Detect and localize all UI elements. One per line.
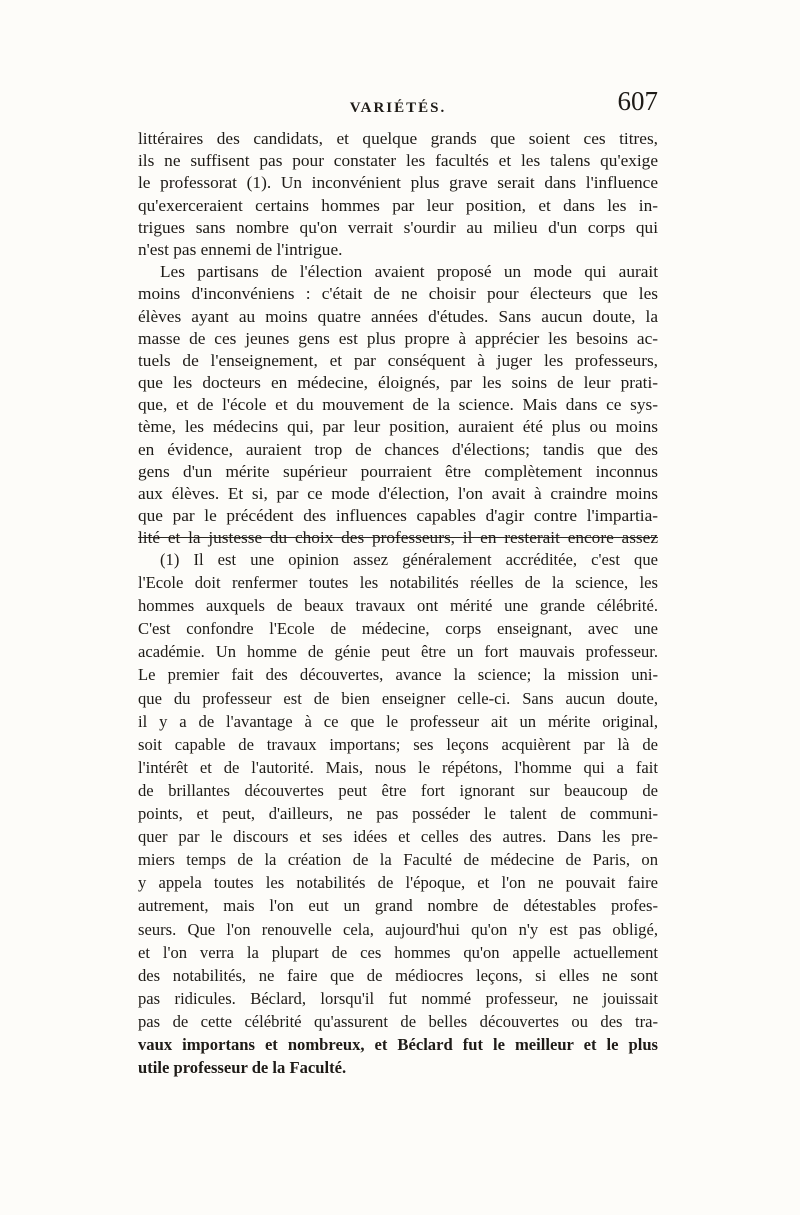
footnote bbox=[138, 548, 658, 1079]
footnote-line: points, et peut, d'ailleurs, ne pas posséder le talent de communi- bbox=[138, 804, 658, 824]
text-line: moins d'inconvéniens : c'était de ne choisir pour électeurs que les bbox=[138, 284, 658, 304]
footnote-line: miers temps de la création de la Faculté de médecine de Paris, on bbox=[138, 850, 658, 870]
footnote-line: il y a de l'avantage à ce que le professeur ait un mérite original, bbox=[138, 711, 658, 731]
text-line: le professorat (1). Un inconvénient plus grave serait dans l'influence bbox=[138, 173, 658, 193]
footnote-line: C'est confondre l'Ecole de médecine, corps enseignant, avec une bbox=[138, 619, 658, 639]
footnote-line: de brillantes découvertes peut être fort ignorant sur beaucoup de bbox=[138, 780, 658, 800]
text-line: tème, les médecins qui, par leur position, auraient été plus ou moins bbox=[138, 417, 658, 437]
footnote-line: et l'on verra la plupart de ces hommes qu'on appelle actuellement bbox=[138, 942, 658, 962]
footnote-line: académie. Un homme de génie peut être un fort mauvais professeur. bbox=[138, 642, 658, 662]
text-line: n'est pas ennemi de l'intrigue. bbox=[138, 239, 343, 259]
main-text bbox=[138, 128, 658, 550]
text-line: aux élèves. Et si, par ce mode d'élection, l'on avait à craindre moins bbox=[138, 484, 658, 503]
running-title: VARIÉTÉS. bbox=[349, 100, 447, 116]
footnote-line: pas de cette célébrité qu'assurent de belles découvertes ou des tra- bbox=[138, 1011, 658, 1031]
footnote-line: hommes auxquels de beaux travaux ont mérité une grande célébrité. bbox=[138, 596, 658, 616]
text-line: lité et la justesse du choix des professeurs, il en resterait encore assez bbox=[138, 528, 658, 548]
text-line: ils ne suffisent pas pour constater les facultés et les talens qu'exige bbox=[138, 151, 658, 171]
text-line: que par le précédent des influences capables d'agir contre l'impartia- bbox=[138, 506, 658, 526]
footnote-line: utile professeur de la Faculté. bbox=[138, 1058, 347, 1078]
page-header bbox=[138, 86, 658, 126]
footnote-line: pas ridicules. Béclard, lorsqu'il fut nommé professeur, ne jouissait bbox=[138, 988, 658, 1008]
footnote-line: des notabilités, ne faire que de médiocres leçons, si elles ne sont bbox=[138, 965, 658, 985]
footnote-line: l'Ecole doit renfermer toutes les notabilités réelles de la science, les bbox=[138, 573, 658, 593]
footnote-line: vaux importans et nombreux, et Béclard fut le meilleur et le plus bbox=[138, 1034, 658, 1054]
text-line: en évidence, auraient trop de chances d'élections; tandis que des bbox=[138, 439, 658, 459]
text-line: trigues sans nombre qu'on verrait s'ourdir au milieu d'un corps qui bbox=[138, 217, 658, 237]
footnote-line: quer par le discours et ses idées et celles des autres. Dans les pre- bbox=[138, 827, 658, 847]
footnote-line: y appela toutes les notabilités de l'époque, et l'on ne pouvait faire bbox=[138, 873, 658, 893]
page-number: 607 bbox=[617, 86, 658, 116]
footnote-line: l'intérêt et de l'autorité. Mais, nous le répétons, l'homme qui a fait bbox=[138, 757, 658, 777]
text-line: élèves ayant au moins quatre années d'études. Sans aucun doute, la bbox=[138, 306, 658, 326]
footnote-line: soit capable de travaux importans; ses leçons acquièrent par là de bbox=[138, 734, 658, 754]
footnote-line: que du professeur est de bien enseigner celle-ci. Sans aucun doute, bbox=[138, 688, 658, 708]
text-line: tuels de l'enseignement, et par conséquent à juger les professeurs, bbox=[138, 350, 658, 370]
footnote-line: autrement, mais l'on eut un grand nombre de détestables profes- bbox=[138, 896, 658, 916]
footnote-line: seurs. Que l'on renouvelle cela, aujourd'hui qu'on n'y est pas obligé, bbox=[138, 919, 658, 939]
text-line: Les partisans de l'élection avaient proposé un mode qui aurait bbox=[160, 262, 658, 282]
text-line: masse de ces jeunes gens est plus propre à apprécier les besoins ac- bbox=[138, 328, 658, 348]
text-line: que les docteurs en médecine, éloignés, par les soins de leur prati- bbox=[138, 373, 658, 393]
text-line: gens d'un mérite supérieur pourraient être complètement inconnus bbox=[138, 461, 658, 481]
text-line: littéraires des candidats, et quelque grands que soient ces titres, bbox=[138, 129, 658, 148]
text-line: que, et de l'école et du mouvement de la science. Mais dans ce sys- bbox=[138, 395, 658, 415]
text-line: qu'exerceraient certains hommes par leur position, et dans les in- bbox=[138, 195, 658, 215]
footnote-line: Le premier fait des découvertes, avance la science; la mission uni- bbox=[138, 665, 658, 685]
footnote-line: (1) Il est une opinion assez généralement accréditée, c'est que bbox=[160, 550, 658, 569]
footnote-separator bbox=[138, 537, 658, 538]
